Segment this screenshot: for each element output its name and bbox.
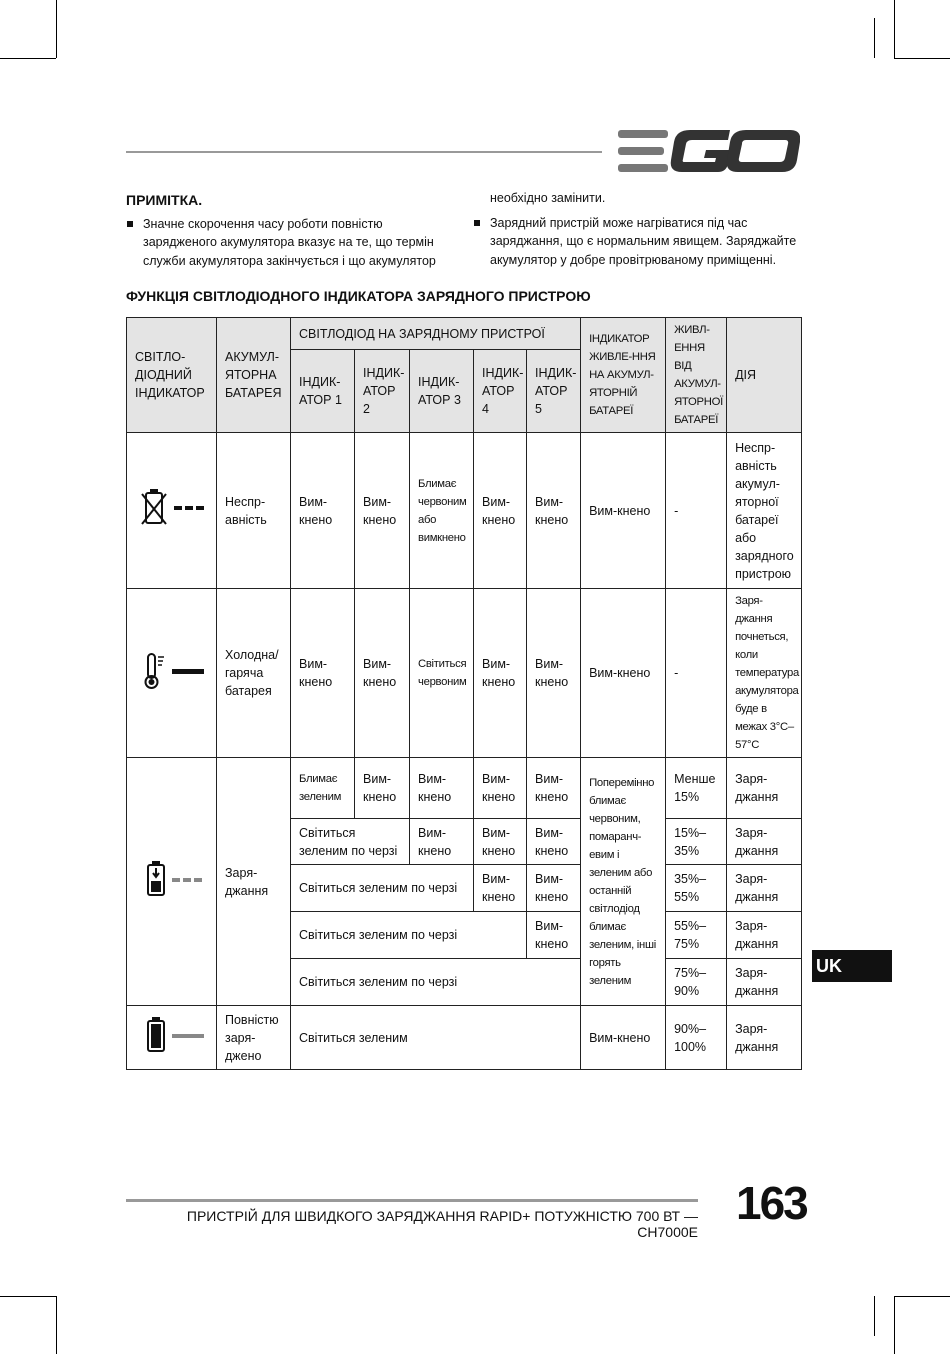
note-title: ПРИМІТКА. [126, 192, 203, 208]
full-led-cell [127, 1006, 217, 1070]
charging-r5-power: 75%–90% [666, 959, 727, 1006]
charging-r1-ind2: Вим-кнено [355, 758, 410, 819]
charging-r2-action: Заря-джання [727, 819, 802, 865]
crop-mark [56, 1296, 57, 1354]
charging-r1-ind3: Вим-кнено [410, 758, 474, 819]
charging-r3-span: Світиться зеленим по черзі [291, 865, 474, 912]
crop-mark [0, 58, 56, 59]
temp-action: Заря-джання почнеться, коли температура акумулятора буде в межах 3°C–57°C [727, 589, 802, 758]
fault-power: - [666, 433, 727, 589]
charging-r1-ind1: Блимає зеленим [291, 758, 355, 819]
full-action: Заря-джання [727, 1006, 802, 1070]
fault-ind1: Вим-кнено [291, 433, 355, 589]
header-indicator-3: ІНДИК-АТОР 3 [410, 350, 474, 433]
header-led: СВІТЛО-ДІОДНИЙ ІНДИКАТОР [127, 318, 217, 433]
battery-charging-icon [138, 859, 208, 899]
full-power: 90%–100% [666, 1006, 727, 1070]
charging-r2-ind3: Вим-кнено [410, 819, 474, 865]
thermometer-icon [138, 651, 208, 691]
fault-ind4: Вим-кнено [474, 433, 527, 589]
temp-ind1: Вим-кнено [291, 589, 355, 758]
charging-led-cell [127, 758, 217, 1006]
charging-r4-action: Заря-джання [727, 912, 802, 959]
header-rule [126, 151, 602, 153]
crop-mark [874, 1296, 875, 1336]
crop-mark [56, 0, 57, 58]
note-bullet-2 [490, 214, 802, 269]
fault-action: Неспр-авність акумул-яторної батареї або зарядного пристрою [727, 433, 802, 589]
note-bullet-2-text: Зарядний пристрій може нагріватися під час заряджання, що є нормальним явищем. Заряджайте акумулятор у добре провітрюваному приміщенні. [490, 216, 797, 267]
header-power-from: ЖИВЛ-ЕННЯ ВІД АКУМУЛ-ЯТОРНОЇ БАТАРЕЇ [666, 318, 727, 433]
bullet-square-icon [474, 220, 480, 226]
crop-mark [894, 1296, 950, 1297]
charging-battery: Заря-джання [217, 758, 291, 1006]
temp-battery: Холодна/ гаряча батарея [217, 589, 291, 758]
battery-full-icon [138, 1015, 208, 1055]
header-battery: АКУМУЛ-ЯТОРНА БАТАРЕЯ [217, 318, 291, 433]
charging-r5-action: Заря-джання [727, 959, 802, 1006]
temp-ind2: Вим-кнено [355, 589, 410, 758]
fault-ind2: Вим-кнено [355, 433, 410, 589]
temp-ind5: Вим-кнено [527, 589, 581, 758]
charging-power-indicator: Поперемінно блимає червоним, помаранч-евим і зеленим або останній світлодіод блимає зеленим, інші горять зеленим [581, 758, 666, 1006]
charging-r5-span: Світиться зеленим по черзі [291, 959, 581, 1006]
section-title: ФУНКЦІЯ СВІТЛОДІОДНОГО ІНДИКАТОРА ЗАРЯДНОГО ПРИСТРОЮ [126, 288, 591, 304]
charging-r2-ind5: Вим-кнено [527, 819, 581, 865]
full-span: Світиться зеленим [291, 1006, 581, 1070]
fault-ind5: Вим-кнено [527, 433, 581, 589]
charging-r1-ind5: Вим-кнено [527, 758, 581, 819]
page-number: 163 [736, 1177, 807, 1229]
charging-r2-power: 15%–35% [666, 819, 727, 865]
header-charger-led: СВІТЛОДІОД НА ЗАРЯДНОМУ ПРИСТРОЇ [291, 318, 581, 350]
led-function-table [126, 317, 802, 1070]
temp-led-cell [127, 589, 217, 758]
language-tab: UK [812, 950, 892, 982]
fault-power-indicator: Вим-кнено [581, 433, 666, 589]
charging-r2-ind4: Вим-кнено [474, 819, 527, 865]
bullet-square-icon [127, 221, 133, 227]
note-bullet-1-cont-text: необхідно замінити. [490, 191, 606, 205]
crop-mark [894, 58, 950, 59]
charging-r3-ind4: Вим-кнено [474, 865, 527, 912]
fault-ind3: Блимає червоним або вимкнено [410, 433, 474, 589]
footer-text: ПРИСТРІЙ ДЛЯ ШВИДКОГО ЗАРЯДЖАННЯ RAPID+ ПОТУЖНІСТЮ 700 ВТ — CH7000E [186, 1208, 698, 1240]
crop-mark [0, 1296, 56, 1297]
header-indicator-4: ІНДИК-АТОР 4 [474, 350, 527, 433]
note-bullet-1-cont [490, 189, 810, 207]
note-bullet-1-text: Значне скорочення часу роботи повністю зарядженого акумулятора вказує на те, що термін служби акумулятора закінчується і що акумулятор [143, 217, 436, 268]
charging-r4-span: Світиться зеленим по черзі [291, 912, 527, 959]
header-indicator-1: ІНДИК-АТОР 1 [291, 350, 355, 433]
charging-r2-span: Світиться зеленим по черзі [291, 819, 410, 865]
charging-r1-power: Менше 15% [666, 758, 727, 819]
charging-r3-ind5: Вим-кнено [527, 865, 581, 912]
fault-battery: Неспр-авність [217, 433, 291, 589]
charging-r1-action: Заря-джання [727, 758, 802, 819]
battery-fault-icon [138, 488, 208, 528]
crop-mark [894, 0, 895, 58]
charging-r4-power: 55%–75% [666, 912, 727, 959]
charging-r3-action: Заря-джання [727, 865, 802, 912]
temp-ind3: Світиться червоним [410, 589, 474, 758]
note-bullet-1 [143, 215, 443, 270]
header-indicator-5: ІНДИК-АТОР 5 [527, 350, 581, 433]
temp-ind4: Вим-кнено [474, 589, 527, 758]
full-power-indicator: Вим-кнено [581, 1006, 666, 1070]
full-battery: Повністю заря-джено [217, 1006, 291, 1070]
ego-logo [618, 128, 800, 174]
charging-r4-ind5: Вим-кнено [527, 912, 581, 959]
header-indicator-2: ІНДИК-АТОР 2 [355, 350, 410, 433]
fault-led-cell [127, 433, 217, 589]
temp-power: - [666, 589, 727, 758]
header-power-indicator: ІНДИКАТОР ЖИВЛЕ-ННЯ НА АКУМУЛ-ЯТОРНІЙ БАТАРЕЇ [581, 318, 666, 433]
charging-r3-power: 35%–55% [666, 865, 727, 912]
crop-mark [894, 1296, 895, 1354]
header-action: ДІЯ [727, 318, 802, 433]
footer-rule [126, 1199, 698, 1202]
charging-r1-ind4: Вим-кнено [474, 758, 527, 819]
crop-mark [874, 18, 875, 58]
temp-power-indicator: Вим-кнено [581, 589, 666, 758]
